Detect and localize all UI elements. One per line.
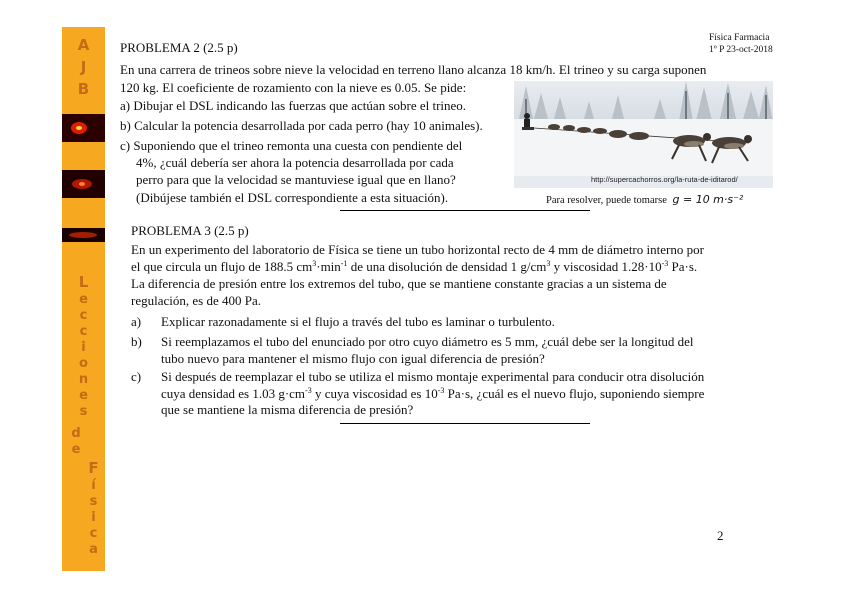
problem2-item-c: (Dibújese también el DSL correspondiente a esta situación). xyxy=(136,190,449,205)
text-run: cuya densidad es 1.03 g·cm xyxy=(161,386,306,401)
sidebar-letter: i xyxy=(91,510,96,525)
sidebar-letter: e xyxy=(79,388,88,403)
text-run: el que circula un flujo de 188.5 cm xyxy=(131,259,313,274)
gravity-note-row xyxy=(546,193,743,206)
sidebar-letter: i xyxy=(81,340,86,355)
problem3-item-b: Si reemplazamos el tubo del enunciado por otro cuyo diámetro es 5 mm, ¿cuál debe ser la longitud del xyxy=(161,334,694,349)
text-run: de una disolución de densidad 1 g/cm xyxy=(347,259,547,274)
problem3-line: En un experimento del laboratorio de Física se tiene un tubo horizontal recto de 4 mm de diámetro interno por xyxy=(131,242,704,257)
sidebar-letter: L xyxy=(78,273,89,291)
problem3-title: PROBLEMA 3 (2.5 p) xyxy=(131,223,249,238)
course-name: Física Farmacia xyxy=(709,33,770,43)
text-run: ·min xyxy=(316,259,341,274)
problem2-item-c: 4%, ¿cuál debería ser ahora la potencia desarrollada por cada xyxy=(136,155,454,170)
sidebar-thumbnail-flame xyxy=(62,114,105,142)
problem3-line: regulación, es de 400 Pa. xyxy=(131,293,261,308)
sidebar-thumbnail-glow xyxy=(62,228,105,242)
problem3-item-a: Explicar razonadamente si el flujo a través del tubo es laminar o turbulento. xyxy=(161,314,555,329)
text-run: Pa·s. xyxy=(668,259,698,274)
sidebar-letter: s xyxy=(89,494,98,509)
sidebar-letter: o xyxy=(79,356,88,371)
superscript: 3 xyxy=(312,259,317,268)
sidebar-letter: í xyxy=(91,478,96,493)
problem3-item-c: Si después de reemplazar el tubo se utiliza el mismo montaje experimental para conducir otra disolución xyxy=(161,369,705,384)
sidebar-banner xyxy=(62,27,105,571)
problem3-item-c-label: c) xyxy=(131,369,142,384)
sidebar-thumbnail-ember xyxy=(62,170,105,198)
page-number: 2 xyxy=(717,528,724,543)
problem3-item-a-label: a) xyxy=(131,314,142,329)
course-header xyxy=(709,32,773,56)
problem2-item-c: perro para que la velocidad se mantuviese igual que en llano? xyxy=(136,172,456,187)
sidebar-letter: e xyxy=(79,292,88,307)
problem2-item-a: a) Dibujar el DSL indicando las fuerzas que actúan sobre el trineo. xyxy=(120,98,467,113)
image-credit: http://supercachorros.org/la-ruta-de-iditarod/ xyxy=(591,175,738,184)
sidebar-letter: F xyxy=(88,459,99,477)
separator-line xyxy=(340,423,590,424)
problem3-item-b: tubo nuevo para mantener el mismo flujo con igual diferencia de presión? xyxy=(161,351,545,366)
superscript: -3 xyxy=(305,386,312,395)
problem3-item-c: que se mantiene la misma diferencia de presión? xyxy=(161,402,414,417)
sidebar-letter: e xyxy=(71,442,81,457)
sidebar-letter: J xyxy=(80,58,87,76)
superscript: -3 xyxy=(661,259,669,268)
sidebar-letter: a xyxy=(89,542,98,557)
problem2-item-c: c) Suponiendo que el trineo remonta una cuesta con pendiente del xyxy=(120,138,463,153)
text-run: Pa·s, ¿cuál es el nuevo flujo, suponiendo siempre xyxy=(444,386,705,401)
superscript: 3 xyxy=(546,259,551,268)
sidebar-letter: s xyxy=(79,404,88,419)
text-run: y cuya viscosidad es 10 xyxy=(311,386,438,401)
exam-date: 1º P 23-oct-2018 xyxy=(709,45,773,55)
sidebar-letter: c xyxy=(79,308,88,323)
problem2-line: 120 kg. El coeficiente de rozamiento con la nieve es 0.05. Se pide: xyxy=(120,80,467,95)
problem3-line xyxy=(131,259,697,275)
text-run: y viscosidad 1.28·10 xyxy=(550,259,662,274)
gravity-formula: g = 10 m·s⁻² xyxy=(672,193,744,206)
sidebar-letter: B xyxy=(77,80,90,98)
problem2-title: PROBLEMA 2 (2.5 p) xyxy=(120,40,238,55)
sled-dogs-photo xyxy=(514,81,773,188)
sidebar-letter: c xyxy=(89,526,98,541)
problem2-item-b: b) Calcular la potencia desarrollada por cada perro (hay 10 animales). xyxy=(120,118,483,133)
superscript: -1 xyxy=(340,259,348,268)
sidebar-letter: n xyxy=(78,372,89,387)
problem3-item-c xyxy=(161,386,704,402)
sidebar-letter: d xyxy=(71,426,81,441)
separator-line xyxy=(340,210,590,211)
superscript: -3 xyxy=(437,386,445,395)
problem3-line: La diferencia de presión entre los extremos del tubo, que se mantiene constante gracias a un sistema de xyxy=(131,276,667,291)
sidebar-letter: A xyxy=(77,36,90,54)
gravity-note: Para resolver, puede tomarse xyxy=(546,195,667,206)
problem3-item-b-label: b) xyxy=(131,334,142,349)
sidebar-letter: c xyxy=(79,324,88,339)
problem2-line: En una carrera de trineos sobre nieve la velocidad en terreno llano alcanza 18 km/h. El trineo y su carga suponen xyxy=(120,62,707,77)
